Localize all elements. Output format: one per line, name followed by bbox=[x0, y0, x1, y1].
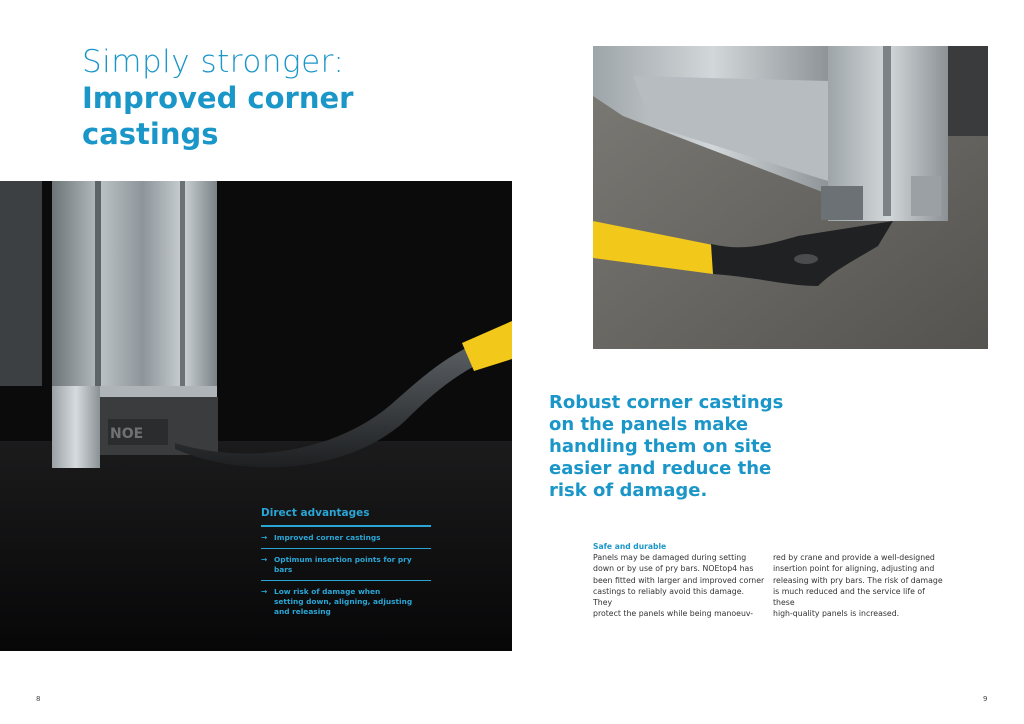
headline-light: Simply stronger: bbox=[82, 44, 345, 80]
advantages-title: Direct advantages bbox=[261, 507, 370, 519]
arrow-right-icon: → bbox=[261, 533, 268, 542]
advantage-item: → Improved corner castings bbox=[261, 533, 381, 542]
headline-bold-line2: castings bbox=[82, 117, 219, 151]
arrow-right-icon: → bbox=[261, 587, 268, 596]
casting-stamp: NOE bbox=[110, 426, 144, 442]
body-column-1: Panels may be damaged during setting down or by use of pry bars. NOEtop4 has been fitted with larger and improved corner castings to reliably avoid this damage. They protect the panels while being manoeuv- bbox=[593, 553, 765, 619]
advantage-item: → Low risk of damage when setting down, aligning, adjusting and releasing bbox=[261, 587, 413, 616]
advantage-item: → Optimum insertion points for pry bars bbox=[261, 555, 412, 574]
panel-on-site-photo bbox=[593, 46, 988, 349]
page-number-left: 8 bbox=[36, 695, 41, 703]
lead-text: Robust corner castings on the panels make handling them on site easier and reduce the risk of damage. bbox=[549, 392, 784, 501]
arrow-right-icon: → bbox=[261, 555, 268, 564]
corner-casting-photo bbox=[0, 181, 512, 651]
body-heading: Safe and durable bbox=[593, 542, 667, 551]
body-column-2: red by crane and provide a well-designed insertion point for aligning, adjusting and releasing with pry bars. The risk of damage is much reduced and the service life of these high-quality panels is increased. bbox=[773, 553, 943, 619]
direct-advantages-box bbox=[261, 507, 431, 617]
headline-bold-line1: Improved corner bbox=[82, 81, 354, 115]
page-headline bbox=[82, 44, 353, 152]
page-number-right: 9 bbox=[983, 695, 988, 703]
